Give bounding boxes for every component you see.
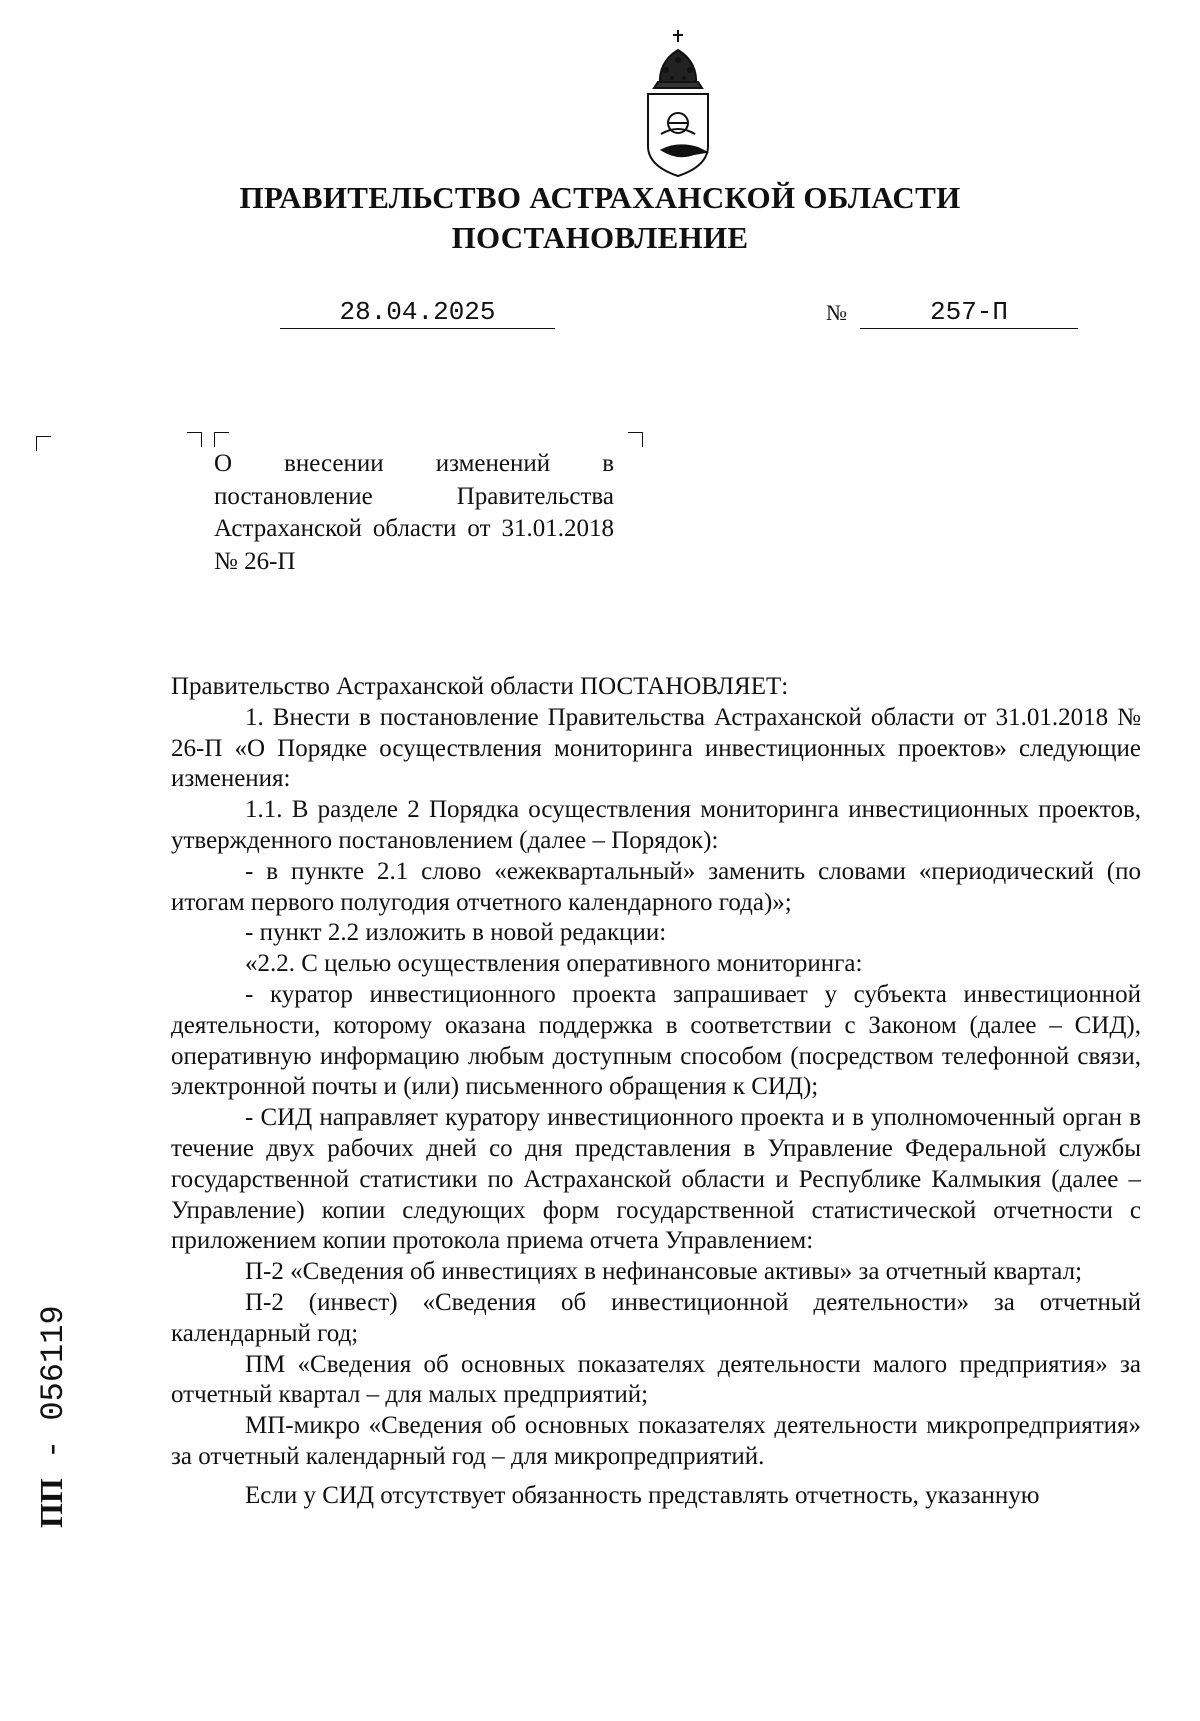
side-stamp-digits: - 056119 [35,1305,72,1479]
paragraph-item: - СИД направляет куратору инвестиционного проекта и в уполномоченный орган в течение двух рабочих дней со дня представления в Управление Федеральной службы государственной статистики по Астраханской области и Республике Калмыкия (далее – Управление) копии следующих форм государственной статистической отчетности с приложением копии протокола приема отчета Управлением: [171,1104,1141,1255]
form-item: ПМ «Сведения об основных показателях деятельности малого предприятия» за отчетный квартал – для малых предприятий; [171,1350,1141,1409]
astrakhan-coat-of-arms-icon [636,28,720,178]
corner-mark-subject-start-a [187,432,202,447]
paragraph-1: 1. Внести в постановление Правительства Астраханской области от 31.01.2018 № 26-П «О Порядке осуществления мониторинга инвестиционных проектов» следующие изменения: [171,703,1141,793]
paragraph-item: - в пункте 2.1 слово «ежеквартальный» заменить словами «периодический (по итогам первого полугодия отчетного календарного года)»; [171,857,1141,916]
document-body [171,672,1141,1512]
corner-mark-subject-start-b [214,432,229,447]
government-title: ПРАВИТЕЛЬСТВО АСТРАХАНСКОЙ ОБЛАСТИ [239,180,961,215]
paragraph-item: «2.2. С целью осуществления оперативного мониторинга: [245,950,863,978]
document-type-title: ПОСТАНОВЛЕНИЕ [451,220,749,255]
corner-mark-left [36,436,51,451]
number-sign: № [826,300,847,325]
corner-mark-subject-end [628,432,643,447]
document-subject: О внесении изменений в постановление Правительства Астраханской области от 31.01.2018 № 26-П [214,450,614,575]
side-stamp-prefix: ПП [33,1478,69,1528]
paragraph-item: - пункт 2.2 изложить в новой редакции: [245,919,667,947]
paragraph-item: - куратор инвестиционного проекта запрашивает у субъекта инвестиционной деятельности, которому оказана поддержка в соответствии с Законом (далее – СИД), оперативную информацию любым доступным способом (посредством телефонной связи, электронной почты и (или) письменного обращения к СИД); [171,980,1141,1101]
form-item: П-2 (инвест) «Сведения об инвестиционной деятельности» за отчетный календарный год; [171,1288,1141,1347]
side-stamp-number [33,1305,72,1528]
document-number: 257-П [860,296,1078,329]
form-item: П-2 «Сведения об инвестициях в нефинансовые активы» за отчетный квартал; [245,1258,1083,1286]
paragraph-1-1: 1.1. В разделе 2 Порядка осуществления мониторинга инвестиционных проектов, утвержденного постановлением (далее – Порядок): [171,796,1141,854]
paragraph-item: Если у СИД отсутствует обязанность представлять отчетность, указанную [245,1481,1040,1509]
preamble: Правительство Астраханской области ПОСТАНОВЛЯЕТ: [171,673,789,700]
document-date: 28.04.2025 [280,296,555,329]
form-item: МП-микро «Сведения об основных показателях деятельности микропредприятия» за отчетный календарный год – для микропредприятий. [171,1412,1141,1470]
